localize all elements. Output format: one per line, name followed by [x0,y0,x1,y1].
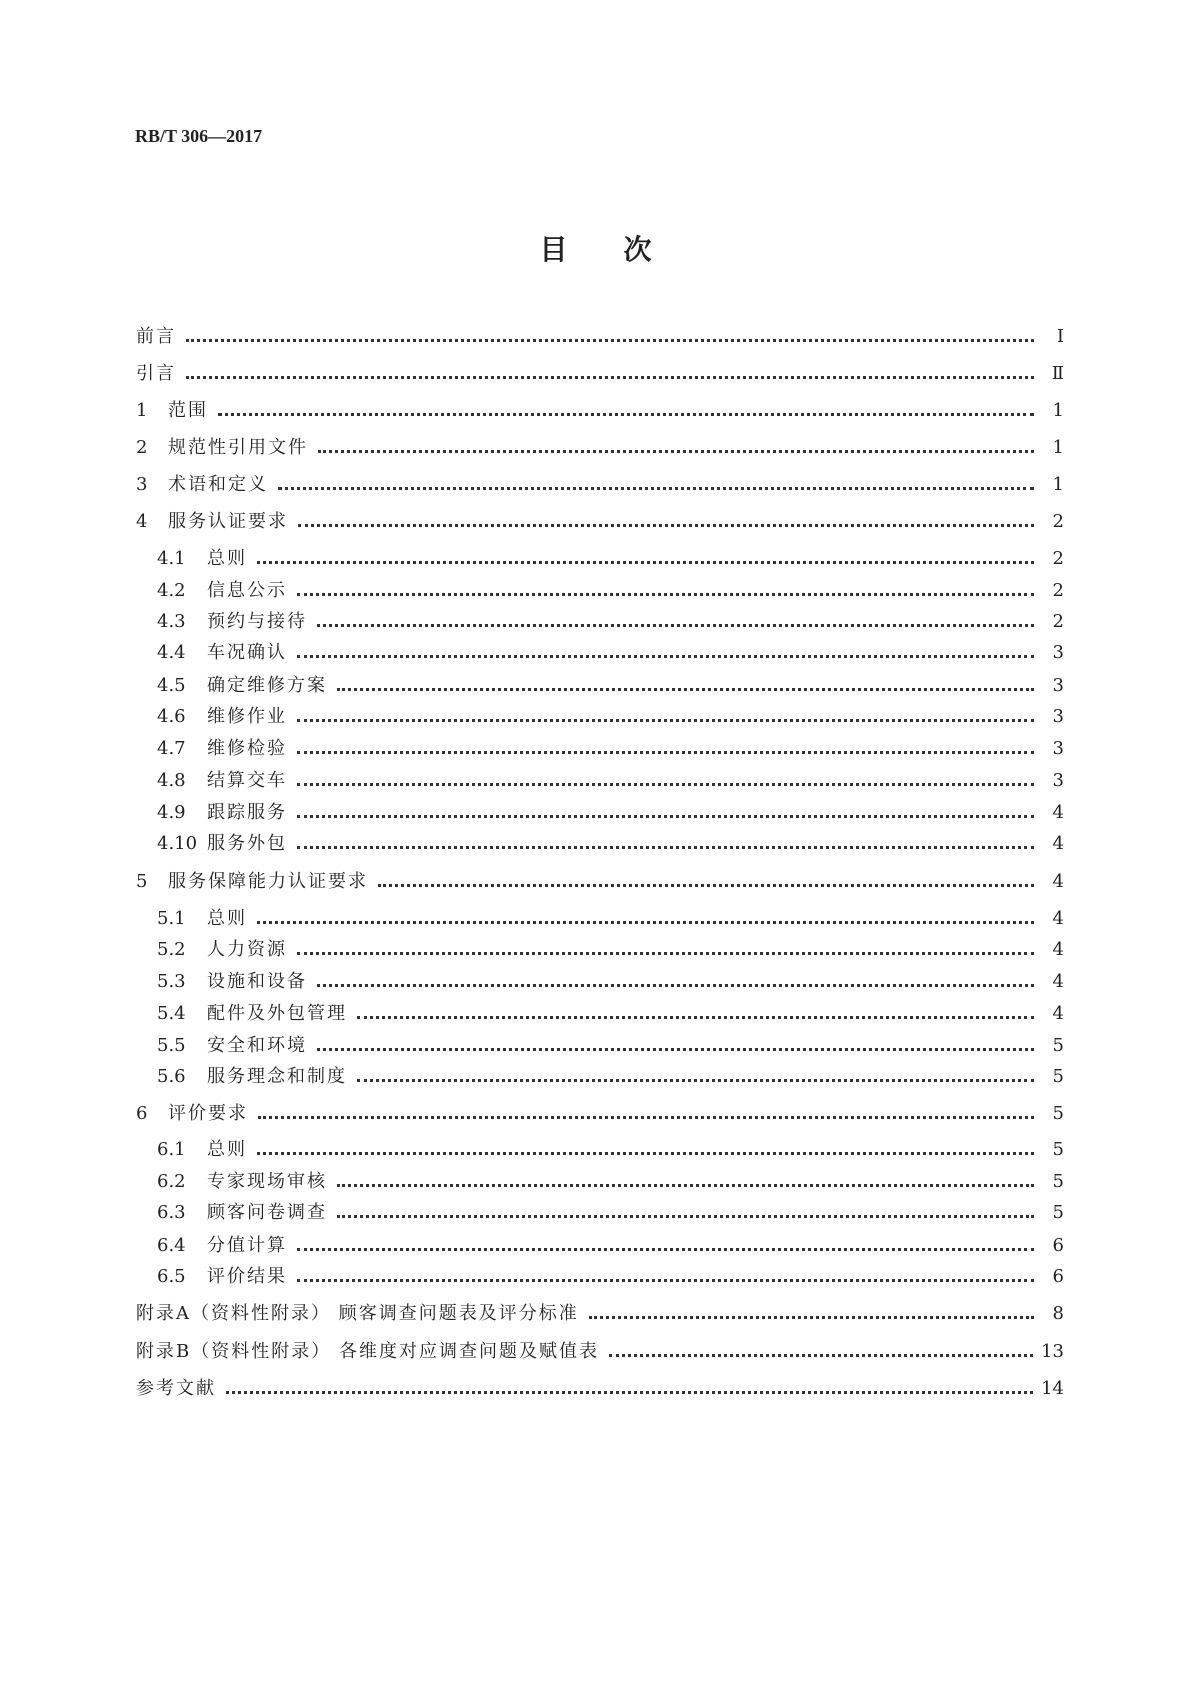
toc-entry-number: 4.7 [157,738,186,759]
toc-entry-number: 6.2 [157,1171,186,1192]
toc-entry[interactable] [136,1103,1064,1125]
toc-entry-number: 6.3 [157,1202,186,1223]
toc-entry-number: 6.1 [157,1139,186,1160]
toc-entry-number: 6.5 [157,1266,186,1287]
toc-entry[interactable] [157,1066,1064,1088]
leader-dots [297,593,1034,596]
toc-entry-page: 4 [1052,802,1064,823]
toc-entry-title: 配件及外包管理 [207,1003,347,1024]
toc-entry[interactable] [157,770,1064,792]
leader-dots [257,1152,1034,1155]
leader-dots [297,719,1034,722]
leader-dots [297,655,1034,658]
toc-entry-page: 2 [1052,511,1064,532]
toc-entry-title: 专家现场审核 [207,1171,327,1192]
leader-dots [318,450,1034,453]
leader-dots [297,751,1034,754]
toc-entry-page: 5 [1052,1103,1064,1124]
toc-entry-page: 2 [1052,580,1064,601]
toc-entry-page: 5 [1052,1202,1064,1223]
leader-dots [297,815,1034,818]
toc-entry[interactable] [157,611,1064,633]
toc-entry-number: 4.2 [157,580,186,601]
leader-dots [218,413,1034,416]
leader-dots [226,1391,1033,1394]
leader-dots [297,783,1034,786]
leader-dots [297,846,1034,849]
toc-entry-page: Ⅰ [1056,326,1064,347]
toc-entry-number: 2 [136,437,148,458]
toc-entry-page: 5 [1052,1171,1064,1192]
toc-entry-title: 附录A（资料性附录） 顾客调查问题表及评分标准 [136,1303,579,1324]
toc-entry-number: 4.9 [157,802,186,823]
toc-entry-title: 范围 [168,400,208,421]
toc-entry-page: 3 [1052,770,1064,791]
toc-entry-page: 14 [1041,1378,1064,1399]
leader-dots [257,561,1034,564]
toc-entry-title: 评价结果 [207,1266,287,1287]
toc-entry-number: 5.1 [157,908,186,929]
toc-entry-title: 人力资源 [207,939,287,960]
toc-entry-page: 3 [1052,675,1064,696]
leader-dots [589,1316,1034,1319]
toc-entry-number: 5.6 [157,1066,186,1087]
toc-entry-page: 3 [1052,706,1064,727]
toc-entry-page: 4 [1052,908,1064,929]
toc-entry[interactable] [136,437,1064,459]
toc-entry-title: 总则 [207,908,247,929]
toc-entry-number: 6.4 [157,1235,186,1256]
toc-entry[interactable] [157,971,1064,993]
standard-code: RB/T 306—2017 [135,126,263,146]
toc-entry[interactable] [136,871,1064,893]
leader-dots [378,884,1034,887]
toc-entry[interactable] [136,326,1064,348]
toc-entry-number: 1 [136,400,148,421]
toc-entry-page: 3 [1052,738,1064,759]
toc-entry-page: 3 [1052,642,1064,663]
toc-entry-number: 4 [136,511,148,532]
toc-entry[interactable] [157,706,1064,728]
toc-entry[interactable] [157,1171,1064,1193]
leader-dots [317,624,1034,627]
toc-entry-title: 预约与接待 [207,611,307,632]
toc-entry-page: 5 [1052,1139,1064,1160]
leader-dots [297,1279,1034,1282]
leader-dots [317,1048,1034,1051]
leader-dots [609,1354,1033,1357]
page-title: 目次 [539,233,708,266]
toc-entry-number: 5.2 [157,939,186,960]
toc-entry[interactable] [136,474,1064,496]
toc-entry-title: 前言 [136,326,176,347]
toc-entry-title: 评价要求 [168,1103,248,1124]
toc-entry-title: 服务外包 [207,833,287,854]
toc-entry-title: 维修作业 [207,706,287,727]
leader-dots [297,1248,1034,1251]
toc-entry[interactable] [157,675,1064,697]
toc-entry-title: 结算交车 [207,770,287,791]
toc-entry[interactable] [157,939,1064,961]
toc-entry-page: 4 [1052,971,1064,992]
toc-entry-page: 4 [1052,871,1064,892]
toc-entry-title: 规范性引用文件 [168,437,308,458]
toc-entry[interactable] [136,400,1064,422]
toc-entry-title: 参考文献 [136,1378,216,1399]
leader-dots [257,921,1034,924]
toc-entry[interactable] [157,1235,1064,1257]
toc-entry-number: 5.5 [157,1035,186,1056]
toc-entry-title: 服务认证要求 [168,511,288,532]
toc-entry-page: 8 [1052,1303,1064,1324]
toc-entry-page: 13 [1041,1341,1064,1362]
toc-entry-page: 1 [1052,400,1064,421]
leader-dots [357,1079,1034,1082]
toc-entry[interactable] [157,738,1064,760]
toc-entry-number: 4.1 [157,548,186,569]
toc-entry[interactable] [136,363,1064,385]
toc-entry-title: 总则 [207,1139,247,1160]
toc-entry-page: 5 [1052,1066,1064,1087]
leader-dots [357,1016,1034,1019]
toc-entry-title: 车况确认 [207,642,287,663]
toc-entry[interactable] [157,1035,1064,1057]
toc-entry-title: 服务理念和制度 [207,1066,347,1087]
toc-entry-number: 4.8 [157,770,186,791]
leader-dots [337,1184,1034,1187]
toc-entry-number: 5 [136,871,148,892]
toc-entry-title: 总则 [207,548,247,569]
toc-entry[interactable] [136,1341,1064,1363]
toc-entry-page: 6 [1052,1235,1064,1256]
leader-dots [186,339,1034,342]
toc-entry[interactable] [136,511,1064,533]
leader-dots [278,487,1034,490]
toc-entry-page: 4 [1052,1003,1064,1024]
toc-entry[interactable] [157,1139,1064,1161]
toc-entry-title: 安全和环境 [207,1035,307,1056]
toc-entry-number: 4.5 [157,675,186,696]
toc-entry[interactable] [157,1266,1064,1288]
toc-entry-page: 1 [1052,474,1064,495]
toc-entry-title: 跟踪服务 [207,802,287,823]
toc-entry[interactable] [157,580,1064,602]
toc-entry-number: 5.4 [157,1003,186,1024]
toc-entry-title: 分值计算 [207,1235,287,1256]
toc-entry-page: 1 [1052,437,1064,458]
leader-dots [337,688,1034,691]
toc-entry-title: 服务保障能力认证要求 [168,871,368,892]
toc-entry-page: Ⅱ [1051,363,1064,384]
toc-entry[interactable] [157,802,1064,824]
leader-dots [258,1116,1034,1119]
leader-dots [298,524,1034,527]
toc-entry-number: 6 [136,1103,148,1124]
toc-entry[interactable] [157,1003,1064,1025]
leader-dots [317,984,1034,987]
toc-entry[interactable] [157,908,1064,930]
toc-entry[interactable] [157,642,1064,664]
toc-entry[interactable] [157,548,1064,570]
toc-entry[interactable] [157,833,1064,855]
toc-entry[interactable] [136,1378,1064,1400]
toc-entry-page: 4 [1052,833,1064,854]
toc-entry[interactable] [136,1303,1064,1325]
toc-entry-title: 引言 [136,363,176,384]
toc-entry-title: 附录B（资料性附录） 各维度对应调查问题及赋值表 [136,1341,599,1362]
toc-entry-title: 设施和设备 [207,971,307,992]
toc-entry-number: 5.3 [157,971,186,992]
toc-entry-page: 2 [1052,548,1064,569]
toc-entry-title: 术语和定义 [168,474,268,495]
toc-entry-number: 4.3 [157,611,186,632]
toc-entry-page: 5 [1052,1035,1064,1056]
toc-entry-title: 顾客问卷调查 [207,1202,327,1223]
toc-entry-number: 4.4 [157,642,186,663]
leader-dots [337,1215,1034,1218]
leader-dots [297,952,1034,955]
toc-entry-page: 6 [1052,1266,1064,1287]
leader-dots [186,376,1034,379]
toc-entry-page: 2 [1052,611,1064,632]
toc-entry-page: 4 [1052,939,1064,960]
toc-entry-title: 确定维修方案 [207,675,327,696]
toc-entry-title: 维修检验 [207,738,287,759]
toc-entry[interactable] [157,1202,1064,1224]
toc-entry-title: 信息公示 [207,580,287,601]
toc-entry-number: 3 [136,474,148,495]
toc-entry-number: 4.10 [157,833,198,854]
toc-entry-number: 4.6 [157,706,186,727]
